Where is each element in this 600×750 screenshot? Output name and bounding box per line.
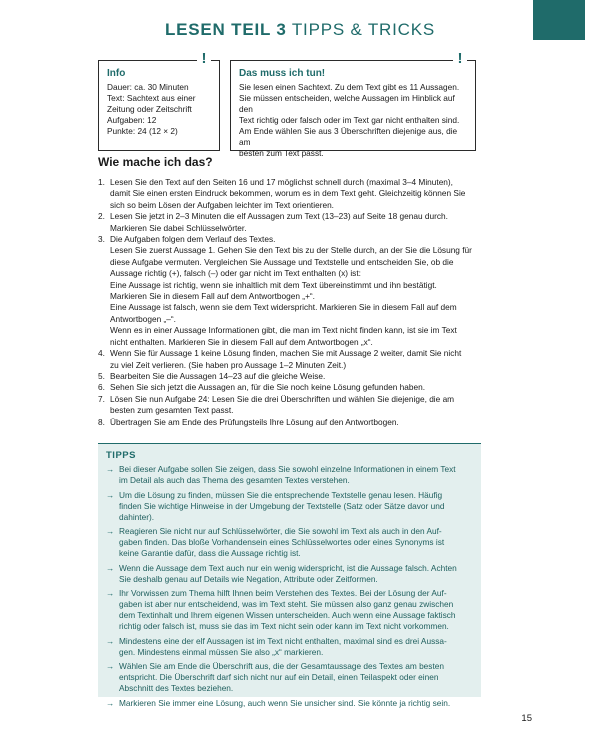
info-box-title: Info — [107, 68, 126, 79]
tip-text: Markieren Sie immer eine Lösung, auch wenn Sie unsicher sind. Sie könnte ja richtig sein. — [119, 697, 451, 708]
tip-text: Mindestens eine der elf Aussagen ist im Text nicht enthalten, maximal sind es drei Aussa- — [119, 635, 447, 646]
step-number: 3. — [98, 234, 105, 245]
tip-text: Wenn die Aussage dem Text auch nur ein wenig widerspricht, ist die Aussage falsch. Achten — [119, 562, 457, 573]
step-number: 2. — [98, 211, 105, 222]
tip-text: gaben finden. Das bloße Vorhandensein eines Schlüsselwortes oder eines Synonyms ist — [119, 537, 445, 547]
step-text: besten zum gesamten Text passt. — [110, 405, 234, 416]
step-text: diese Aufgabe vermuten. Vergleichen Sie Aussage und Textstelle und entscheiden Sie, ob die — [110, 256, 454, 267]
tip-text: dem Textinhalt und Ihrem eigenen Wissen unterscheiden. Auch wenn eine Aussage faktisch — [119, 610, 456, 620]
info-line: Dauer: ca. 30 Minuten — [107, 82, 189, 92]
arrow-right-icon: → — [106, 661, 115, 671]
task-box-title: Das muss ich tun! — [239, 68, 326, 79]
tip-text: gaben ist aber nur entscheidend, was im Text steht. Sie müssen also ganz genau zwischen — [119, 599, 454, 609]
tip-item — [106, 490, 474, 523]
step-text: Lösen Sie nun Aufgabe 24: Lesen Sie die drei Überschriften und wählen Sie diejenige, die am — [110, 393, 455, 404]
step-text: sich so beim Lösen der Aufgaben leichter im Text orientieren. — [110, 199, 334, 210]
tips-list — [106, 464, 474, 712]
page-title — [0, 20, 600, 40]
step-item — [98, 394, 481, 417]
arrow-right-icon: → — [106, 464, 115, 474]
info-line: Punkte: 24 (12 × 2) — [107, 126, 178, 136]
task-line: Sie lesen einen Sachtext. Zu dem Text gibt es 11 Aussagen. — [239, 82, 460, 92]
step-text: Sehen Sie sich jetzt die Aussagen an, für die Sie noch keine Lösung gefunden haben. — [110, 382, 426, 393]
tip-text: gen. Mindestens einmal müssen Sie also „x“ markieren. — [119, 646, 324, 657]
tips-box — [98, 443, 481, 708]
exclamation-icon: ! — [453, 51, 467, 67]
title-light: TIPPS & TRICKS — [291, 20, 436, 39]
step-number: 5. — [98, 370, 105, 381]
step-text: zu viel Zeit verlieren. (Sie haben pro Aussage 1–2 Minuten Zeit.) — [110, 359, 347, 370]
tip-text: Abschnitt des Textes beziehen. — [119, 683, 234, 693]
step-number: 1. — [98, 177, 105, 187]
tip-item — [106, 526, 474, 559]
step-text: Eine Aussage ist falsch, wenn sie dem Text widerspricht. Markieren Sie in diesem Fall auf dem — [110, 302, 457, 313]
step-number: 7. — [98, 393, 105, 404]
tip-item — [106, 588, 474, 632]
task-line: Text richtig oder falsch oder im Text gar nicht enthalten sind. — [239, 115, 460, 125]
step-text: Wenn es in einer Aussage Informationen gibt, die man im Text nicht finden kann, ist sie im Text — [110, 325, 457, 336]
tip-text: Reagieren Sie nicht nur auf Schlüsselwörter, die Sie sowohl im Text als auch in den Auf- — [119, 526, 442, 536]
tip-text: keine Garantie dafür, dass die Aussage richtig ist. — [119, 548, 301, 558]
step-number: 6. — [98, 382, 105, 393]
step-item — [98, 177, 481, 211]
tip-text: Wählen Sie am Ende die Überschrift aus, die der Gesamtaussage des Textes am besten — [119, 661, 444, 671]
step-item — [98, 371, 481, 382]
tip-text: richtig oder falsch ist, muss sie das im Text nicht sein oder kann im Text nicht vorkommen. — [119, 621, 449, 631]
step-item — [98, 348, 481, 371]
info-line: Zeitung oder Zeitschrift — [107, 104, 192, 114]
step-text: Markieren Sie in diesem Fall auf dem Antwortbogen „+“. — [110, 291, 315, 302]
task-line: Sie müssen entscheiden, welche Aussagen im Hinblick auf den — [239, 93, 455, 114]
tip-text: Bei dieser Aufgabe sollen Sie zeigen, dass Sie sowohl einzelne Informationen in einem Text — [119, 464, 456, 474]
step-text: Eine Aussage ist richtig, wenn sie inhaltlich mit dem Text übereinstimmt und ihn bestätigt. — [110, 279, 437, 290]
arrow-right-icon: → — [106, 635, 115, 646]
step-text: nicht enthalten. Markieren Sie in diesem Fall auf dem Antwortbogen „x“. — [110, 336, 373, 347]
tip-item — [106, 661, 474, 694]
step-text: Lesen Sie zuerst Aussage 1. Gehen Sie den Text bis zu der Stelle durch, an der Sie die Lösung für — [110, 245, 472, 256]
tips-title: TIPPS — [106, 450, 136, 461]
tip-item — [106, 698, 474, 709]
page-number: 15 — [521, 713, 532, 724]
step-text: Bearbeiten Sie die Aussagen 14–23 auf die gleiche Weise. — [110, 370, 326, 381]
step-number: 4. — [98, 348, 105, 359]
task-line: besten zum Text passt. — [239, 148, 324, 158]
step-text: Antwortbogen „–“. — [110, 313, 176, 324]
step-item — [98, 211, 481, 234]
tip-text: Sie deshalb genau auf Details wie Negation, Attribute oder Zeitformen. — [119, 573, 378, 584]
tip-text: Ihr Vorwissen zum Thema hilft Ihnen beim Verstehen des Textes. Bei der Lösung der Auf- — [119, 588, 447, 598]
step-text: Aussage richtig (+), falsch (–) oder gar nicht im Text enthalten (x) ist: — [110, 268, 361, 279]
arrow-right-icon: → — [106, 588, 115, 598]
tip-text: Um die Lösung zu finden, müssen Sie die entsprechende Textstelle genau lesen. Häufig — [119, 489, 443, 500]
step-text: Markieren Sie dabei Schlüsselwörter. — [110, 222, 247, 233]
arrow-right-icon: → — [106, 489, 115, 500]
step-item — [98, 382, 481, 393]
step-text: Die Aufgaben folgen dem Verlauf des Textes. — [110, 234, 276, 245]
arrow-right-icon: → — [106, 697, 115, 708]
step-text: Wenn Sie für Aussage 1 keine Lösung finden, machen Sie mit Aussage 2 weiter, damit Sie nicht — [110, 348, 462, 359]
step-text: Übertragen Sie am Ende des Prüfungsteils Ihre Lösung auf den Antwortbogen. — [110, 416, 399, 427]
step-text: Lesen Sie den Text auf den Seiten 16 und 17 möglichst schnell durch (maximal 3–4 Minuten), — [110, 177, 453, 187]
tip-text: im Detail als auch das Thema des gesamten Textes verstehen. — [119, 475, 350, 485]
tip-text: dahinter). — [119, 511, 155, 522]
task-line: Am Ende wählen Sie aus 3 Überschriften diejenige aus, die am — [239, 126, 458, 147]
step-text: Lesen Sie jetzt in 2–3 Minuten die elf Aussagen zum Text (13–23) auf Seite 18 genau durch. — [110, 211, 448, 222]
tip-item — [106, 464, 474, 486]
steps-list — [98, 177, 481, 428]
info-box — [98, 50, 220, 151]
info-line: Aufgaben: 12 — [107, 115, 157, 125]
tip-text: finden Sie wichtige Hinweise in der Umgebung der Textstelle (Satz oder Sätze davor und — [119, 500, 445, 511]
info-line: Text: Sachtext aus einer — [107, 93, 196, 103]
step-item — [98, 234, 481, 348]
title-bold: LESEN TEIL 3 — [164, 20, 287, 39]
tip-text: entspricht. Die Überschrift darf sich nicht nur auf ein Detail, einen Teilaspekt oder einen — [119, 672, 439, 682]
exclamation-icon: ! — [197, 51, 211, 67]
tip-item — [106, 563, 474, 585]
step-item — [98, 417, 481, 428]
step-number: 8. — [98, 416, 105, 427]
task-box — [230, 50, 476, 158]
arrow-right-icon: → — [106, 526, 115, 536]
arrow-right-icon: → — [106, 562, 115, 573]
section-title: Wie mache ich das? — [98, 155, 213, 169]
tip-item — [106, 636, 474, 658]
step-text: damit Sie einen ersten Eindruck bekommen, worum es in dem Text geht. Gleichzeitig können Sie — [110, 188, 466, 199]
